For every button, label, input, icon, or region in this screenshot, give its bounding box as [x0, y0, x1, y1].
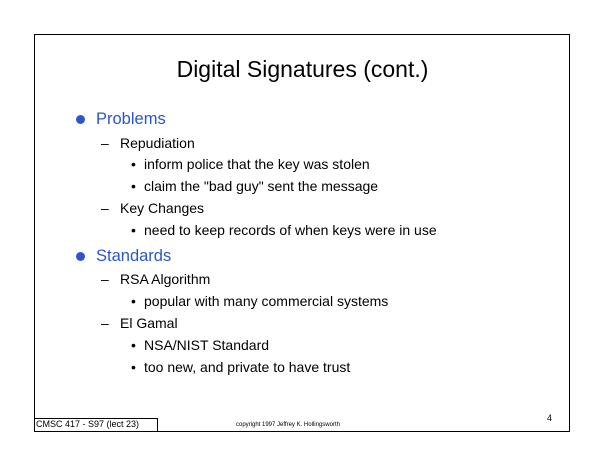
section-heading-problems: Problems [96, 110, 166, 128]
bullet-key-changes-1: • [131, 222, 136, 238]
section-bullet-problems [76, 115, 85, 124]
slide-title: Digital Signatures (cont.) [176, 56, 429, 82]
subitem-el-gamal-2: too new, and private to have trust [144, 359, 351, 375]
bullet-el-gamal-1: • [131, 337, 136, 353]
bullet-el-gamal-2: • [131, 359, 136, 375]
section-heading-standards: Standards [96, 247, 172, 265]
subitem-repudiation-1: inform police that the key was stolen [144, 156, 370, 172]
item-rsa-algorithm: RSA Algorithm [120, 271, 211, 287]
dash-el-gamal: – [101, 315, 109, 331]
section-bullet-standards [76, 252, 85, 261]
subitem-rsa-1: popular with many commercial systems [144, 293, 389, 309]
page-number: 4 [547, 413, 553, 423]
bullet-repudiation-1: • [131, 156, 136, 172]
bullet-repudiation-2: • [131, 178, 136, 194]
item-el-gamal: El Gamal [120, 315, 178, 331]
dash-rsa: – [101, 271, 109, 287]
bullet-rsa-1: • [131, 293, 136, 309]
subitem-repudiation-2: claim the "bad guy" sent the message [144, 178, 379, 194]
subitem-key-changes-1: need to keep records of when keys were in use [144, 222, 437, 238]
subitem-el-gamal-1: NSA/NIST Standard [144, 337, 270, 353]
footer-course: CMSC 417 - S97 (lect 23) [36, 419, 140, 429]
footer-copyright: copyright 1997 Jeffrey K. Hollingsworth [236, 422, 340, 428]
dash-key-changes: – [101, 200, 109, 216]
dash-repudiation: – [101, 135, 109, 151]
item-key-changes: Key Changes [120, 200, 205, 216]
item-repudiation: Repudiation [120, 135, 195, 151]
